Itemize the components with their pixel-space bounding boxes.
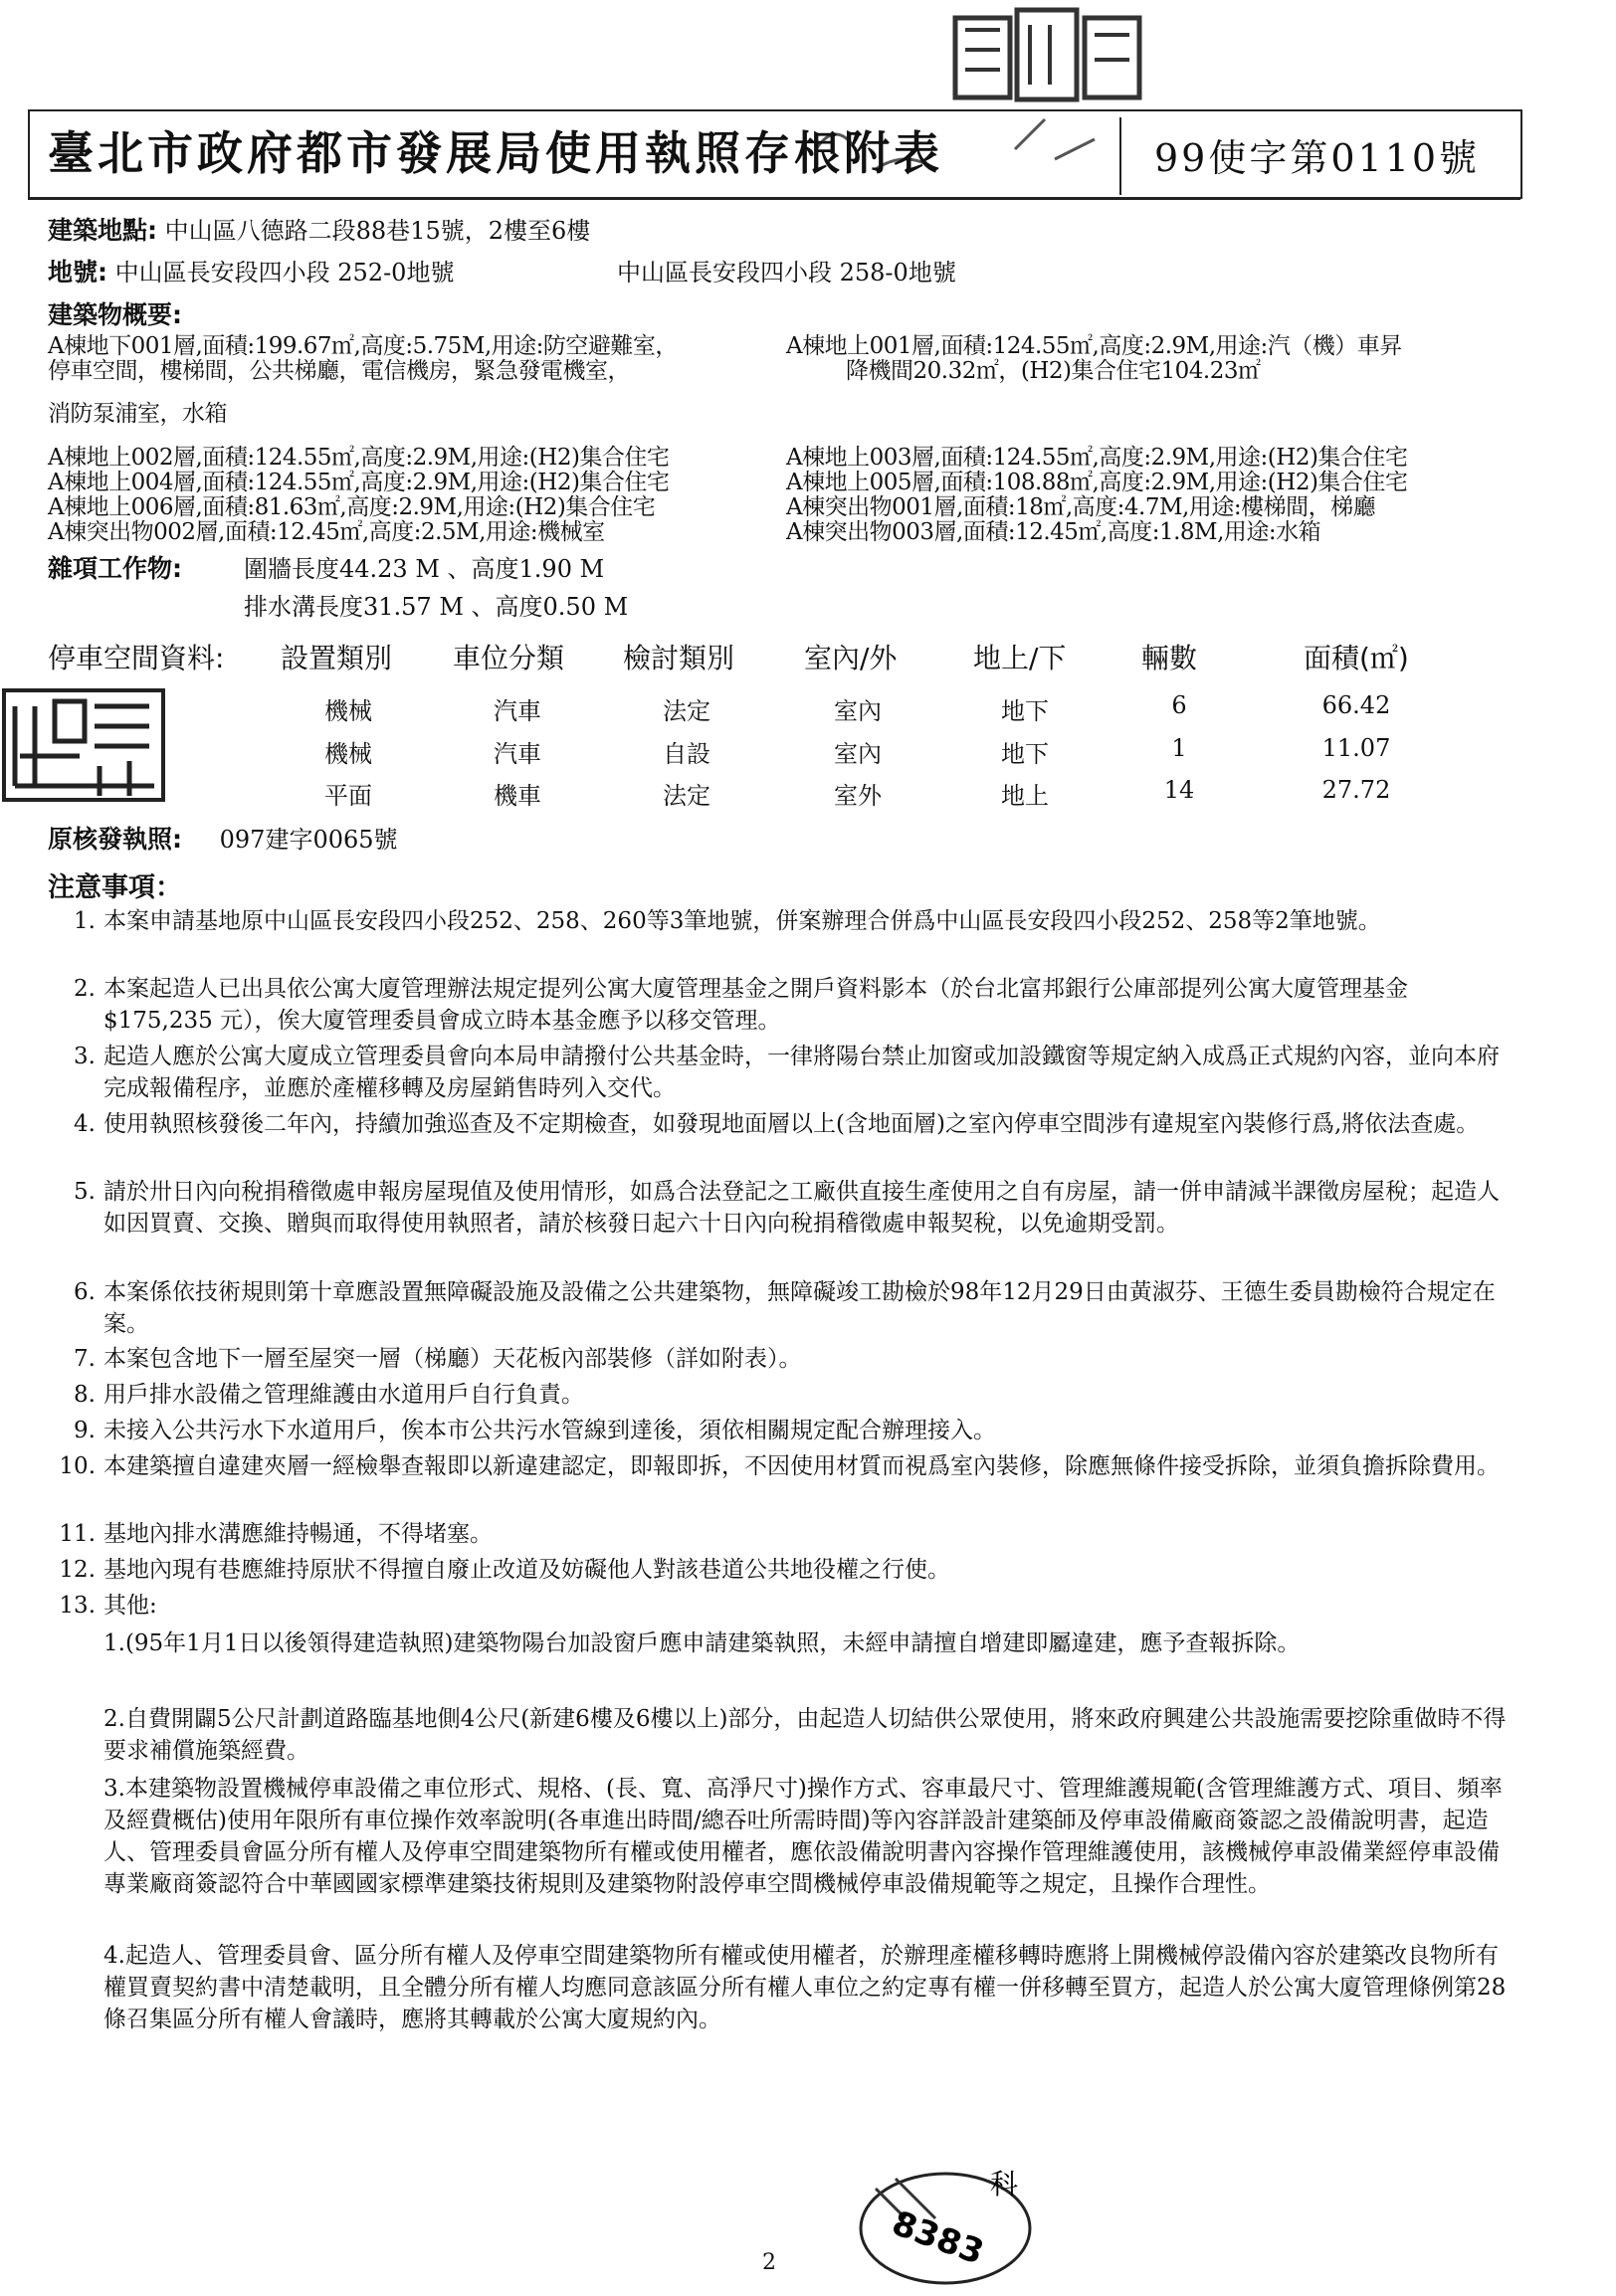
misc-line-2: 排水溝長度31.57 M 、高度0.50 M: [244, 593, 629, 621]
parking-cell: 14: [1163, 776, 1195, 804]
page-number: 2: [762, 2250, 776, 2275]
note-number: 8.: [74, 1382, 96, 1408]
notes-title: 注意事項：: [48, 872, 182, 903]
misc-label: 雜項工作物:: [48, 554, 182, 583]
note-number: 5.: [74, 1179, 96, 1205]
note-number: 6.: [74, 1279, 96, 1305]
parking-header: 地上/下: [973, 642, 1067, 674]
parking-cell: 汽車: [494, 740, 541, 768]
note-text: 本案申請基地原中山區長安段四小段252、258、260等3筆地號，併案辦理合併爲中山區長安段四小段252、258等2筆地號。: [103, 908, 1381, 934]
note-text: 本案係依技術規則第十章應設置無障礙設施及設備之公共建築物，無障礙竣工勘檢於98年12月29日由黃淑芬、王德生委員勘檢符合規定在案。: [103, 1279, 1496, 1337]
note-number: 9.: [74, 1418, 96, 1443]
site-row: [48, 217, 590, 245]
parking-header: 室內/外: [804, 642, 898, 674]
parking-cell: 室內: [834, 740, 882, 768]
other-note: 2.自費開闢5公尺計劃道路臨基地側4公尺(新建6樓及6樓以上)部分，由起造人切結供公眾使用，將來政府興建公共設施需要挖除重做時不得要求補償施築經費。: [103, 1706, 1507, 1764]
original-license-row: [48, 826, 398, 854]
svg-text:8383: 8383: [887, 2202, 989, 2273]
parking-header: 車位分類: [453, 642, 565, 674]
note-item: [48, 1176, 1511, 1240]
header-border-right: [1520, 109, 1522, 199]
parking-cell: 66.42: [1321, 691, 1391, 719]
note-text: 本建築擅自違建夾層一經檢舉查報即以新違建認定，即報即拆，不因使用材質而視爲室內裝修，除應無條件接受拆除，並須負擔拆除費用。: [103, 1453, 1500, 1479]
note-number: 13.: [59, 1593, 96, 1619]
note-item: [48, 1343, 1511, 1375]
parking-cell: 機械: [324, 740, 372, 768]
overview-line: A棟突出物002層,面積:12.45㎡,高度:2.5M,用途:機械室: [48, 519, 605, 545]
note-text: 請於卅日內向稅捐稽徵處申報房屋現值及使用情形，如爲合法登記之工廠供直接生產使用之自有房屋，請一併申請減半課徵房屋稅；起造人如因買賣、交換、贈與而取得使用執照者，請於核發日起六十日內向稅捐稽徵處申報契稅，以免逾期受罰。: [103, 1179, 1500, 1237]
lot-label: 地號:: [48, 258, 107, 287]
note-number: 12.: [59, 1557, 96, 1583]
note-number: 2.: [74, 976, 96, 1002]
parking-cell: 地下: [1001, 697, 1049, 725]
seal-stamp-bottom: [836, 2149, 1065, 2288]
note-text: 用戶排水設備之管理維護由水道用戶自行負責。: [103, 1382, 584, 1408]
note-item: [48, 1415, 1511, 1446]
note-text: 本案包含地下一層至屋突一層（梯廳）天花板內部裝修（詳如附表）。: [103, 1346, 802, 1372]
parking-cell: 6: [1171, 691, 1187, 719]
note-number: 7.: [74, 1346, 96, 1372]
parking-cell: 1: [1171, 734, 1187, 762]
overview-right-line: A棟地上001層,面積:124.55㎡,高度:2.9M,用途:汽（機）車昇: [786, 333, 1402, 359]
note-number: 4.: [74, 1111, 96, 1137]
site-value: 中山區八德路二段88巷15號，2樓至6樓: [164, 217, 591, 245]
note-item: [48, 1276, 1511, 1340]
original-license-label: 原核發執照:: [48, 825, 182, 854]
other-note: 3.本建築物設置機械停車設備之車位形式、規格、(長、寬、高淨尺寸)操作方式、容車最尺寸、管理維護規範(含管理維護方式、項目、頻率及經費概估)使用年限所有車位操作效率說明(各車進出時間/總吞吐所需時間)等內容詳設計建築師及停車設備廠商簽認之設備說明書，起造人、管理委員會區分所有權人及停車空間建築物所有權或使用權者，應依設備說明書內容操作管理維護使用，該機械停車設備業經停車設備專業廠商簽認符合中華國國家標準建築技術規則及建築物附設停車空間機械停車設備規範等之規定，且操作合理性。: [103, 1776, 1503, 1897]
parking-header: 設置類別: [281, 642, 393, 674]
parking-cell: 平面: [324, 782, 372, 810]
parking-cell: 法定: [663, 697, 710, 725]
overview-line: 消防泵浦室，水箱: [48, 401, 227, 427]
permit-number: 99使字第0110號: [1154, 136, 1481, 180]
note-text: 未接入公共污水下水道用戶，俟本市公共污水管線到達後，須依相關規定配合辦理接入。: [103, 1418, 996, 1443]
overview-label: 建築物概要:: [48, 300, 182, 329]
note-number: 1.: [74, 908, 96, 934]
note-item: [48, 1108, 1511, 1140]
note-item: [48, 973, 1511, 1037]
parking-cell: 室內: [834, 697, 882, 725]
parking-label: 停車空間資料:: [48, 642, 225, 674]
parking-header: 檢討類別: [623, 642, 735, 674]
note-item: [48, 1554, 1511, 1586]
parking-cell: 室外: [834, 782, 882, 810]
note-item: [48, 1041, 1511, 1104]
note-item: [48, 905, 1511, 937]
lot-row: [48, 259, 454, 287]
note-text: 基地內現有巷應維持原狀不得擅自廢止改道及妨礙他人對該巷道公共地役權之行使。: [103, 1557, 950, 1583]
parking-cell: 11.07: [1321, 734, 1391, 762]
note-text: 起造人應於公寓大廈成立管理委員會向本局申請撥付公共基金時，一律將陽台禁止加窗或加設鐵窗等規定納入成爲正式規約內容，並向本府完成報備程序，並應於產權移轉及房屋銷售時列入交代。: [103, 1044, 1500, 1101]
parking-cell: 27.72: [1321, 776, 1391, 804]
overview-line: 停車空間，樓梯間，公共梯廳，電信機房，緊急發電機室，: [48, 358, 630, 384]
overview-right-line: A棟地上005層,面積:108.88㎡,高度:2.9M,用途:(H2)集合住宅: [786, 470, 1408, 495]
parking-cell: 機械: [324, 697, 372, 725]
parking-cell: 汽車: [494, 697, 541, 725]
lot-value-1: 中山區長安段四小段 252-0地號: [114, 259, 455, 287]
svg-text:科: 科: [990, 2168, 1019, 2200]
header-divider: [1119, 117, 1121, 195]
note-item: [48, 1450, 1511, 1482]
parking-cell: 自設: [663, 740, 710, 768]
parking-cell: 地下: [1001, 740, 1049, 768]
note-text: 本案起造人已出具依公寓大廈管理辦法規定提列公寓大廈管理基金之開戶資料影本（於台北富邦銀行公庫部提列公寓大廈管理基金$175,235 元），俟大廈管理委員會成立時本基金應予以移交管理。: [103, 976, 1408, 1034]
document-title: 臺北市政府都市發展局使用執照存根附表: [48, 126, 943, 180]
overview-line: A棟地上004層,面積:124.55㎡,高度:2.9M,用途:(H2)集合住宅: [48, 470, 670, 495]
note-number: 11.: [59, 1521, 96, 1547]
note-item: [48, 1379, 1511, 1411]
header-border-bottom: [28, 197, 1520, 200]
overview-line: A棟地上006層,面積:81.63㎡,高度:2.9M,用途:(H2)集合住宅: [48, 494, 656, 520]
note-text: 其他:: [103, 1593, 157, 1619]
parking-cell: 機車: [494, 782, 541, 810]
parking-cell: 法定: [663, 782, 710, 810]
overview-right-line: A棟突出物001層,面積:18㎡,高度:4.7M,用途:樓梯間，梯廳: [786, 494, 1376, 520]
parking-header: 輛數: [1141, 642, 1198, 674]
note-text: 基地內排水溝應維持暢通，不得堵塞。: [103, 1521, 493, 1547]
other-note: 1.(95年1月1日以後領得建造執照)建築物陽台加設窗戶應申請建築執照，未經申請擅自增建即屬違建，應予查報拆除。: [103, 1630, 1301, 1656]
overview-right-line: 降機間20.32㎡，(H2)集合住宅104.23㎡: [846, 358, 1261, 384]
note-number: 10.: [59, 1453, 96, 1479]
header-border-left: [28, 109, 30, 199]
lot-value-2: 中山區長安段四小段 258-0地號: [617, 259, 956, 287]
parking-cell: 地上: [1001, 782, 1049, 810]
other-note: 4.起造人、管理委員會、區分所有權人及停車空間建築物所有權或使用權者，於辦理產權移轉時應將上開機械停設備內容於建築改良物所有權買賣契約書中清楚載明，且全體分所有權人均應同意該區分所有權人車位之約定專有權一併移轉至買方，起造人於公寓大廈管理條例第28條召集區分所有權人會議時，應將其轉載於公寓大廈規約內。: [103, 1943, 1507, 2032]
note-text: 使用執照核發後二年內，持續加強巡查及不定期檢查，如發現地面層以上(含地面層)之室內停車空間涉有違規室內裝修行爲,將依法查處。: [103, 1111, 1480, 1137]
overview-right-line: A棟突出物003層,面積:12.45㎡,高度:1.8M,用途:水箱: [786, 519, 1321, 545]
site-label: 建築地點:: [48, 216, 157, 245]
note-item: [48, 1518, 1511, 1550]
overview-line: A棟地上002層,面積:124.55㎡,高度:2.9M,用途:(H2)集合住宅: [48, 445, 670, 471]
seal-stamp-left: [0, 686, 174, 806]
parking-header: 面積(㎡): [1304, 642, 1409, 674]
misc-line-1: 圍牆長度44.23 M 、高度1.90 M: [244, 555, 605, 583]
original-license-value: 097建字0065號: [219, 826, 398, 854]
note-item: [48, 1590, 1511, 1622]
note-number: 3.: [74, 1044, 96, 1069]
header-border-top: [28, 109, 1520, 111]
overview-right-line: A棟地上003層,面積:124.55㎡,高度:2.9M,用途:(H2)集合住宅: [786, 445, 1408, 471]
overview-line: A棟地下001層,面積:199.67㎡,高度:5.75M,用途:防空避難室，: [48, 333, 678, 359]
